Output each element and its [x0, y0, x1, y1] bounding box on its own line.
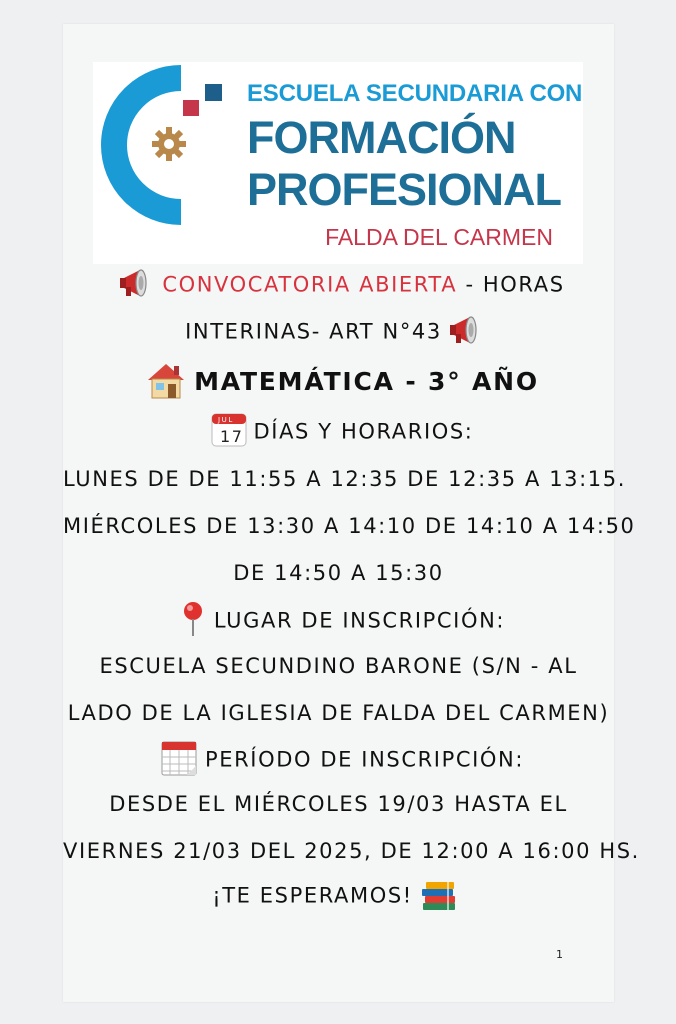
- schedule-title-line: [63, 412, 614, 453]
- svg-text:JUL: JUL: [217, 416, 234, 424]
- schedule-title: DÍAS Y HORARIOS:: [253, 419, 474, 444]
- logo-mark-icon: [93, 62, 243, 264]
- subject-text: MATEMÁTICA - 3° AÑO: [194, 367, 539, 396]
- period-line-1: DESDE EL MIÉRCOLES 19/03 HASTA EL: [109, 792, 568, 816]
- call-line-1: [63, 266, 614, 305]
- books-icon: [419, 876, 459, 917]
- tear-off-calendar-icon: [159, 738, 199, 783]
- place-line-1: ESCUELA SECUNDINO BARONE (S/N - AL: [99, 654, 578, 678]
- megaphone-icon: [448, 313, 486, 352]
- subject-line: [63, 360, 614, 406]
- house-icon: [144, 360, 188, 406]
- schedule-line-2: MIÉRCOLES DE 13:30 A 14:10 DE 14:10 A 14:50: [63, 514, 636, 538]
- call-rest: - HORAS: [457, 272, 565, 297]
- logo-text: [247, 80, 583, 251]
- schedule-line-3: DE 14:50 A 15:30: [233, 561, 444, 585]
- call-highlight: CONVOCATORIA ABIERTA: [162, 272, 458, 297]
- place-title-line: [63, 600, 614, 643]
- place-title: LUGAR DE INSCRIPCIÓN:: [213, 608, 506, 633]
- calendar-icon: [210, 412, 248, 453]
- call-line-2: [63, 313, 614, 352]
- period-title-line: [63, 738, 614, 783]
- schedule-line-1: LUNES DE DE 11:55 A 12:35 DE 12:35 A 13:15.: [63, 467, 627, 491]
- logo-line-4: FALDA DEL CARMEN: [325, 224, 553, 250]
- pin-icon: [178, 600, 208, 643]
- closing-line: [63, 876, 614, 917]
- place-line-2: LADO DE LA IGLESIA DE FALDA DEL CARMEN): [67, 701, 610, 725]
- call-line-2-text: INTERINAS- ART N°43: [185, 319, 442, 344]
- logo-line-1: ESCUELA SECUNDARIA CON: [247, 80, 583, 107]
- page-number: 1: [556, 948, 563, 961]
- school-logo: [93, 62, 583, 264]
- period-line-2: VIERNES 21/03 DEL 2025, DE 12:00 A 16:00 HS.: [63, 839, 640, 863]
- period-title: PERÍODO DE INSCRIPCIÓN:: [204, 747, 525, 772]
- logo-line-3: PROFESIONAL: [247, 164, 562, 215]
- logo-line-2: FORMACIÓN: [247, 112, 516, 163]
- svg-text:17: 17: [219, 427, 244, 446]
- closing-text: ¡TE ESPERAMOS!: [212, 883, 413, 908]
- megaphone-icon: [118, 266, 156, 305]
